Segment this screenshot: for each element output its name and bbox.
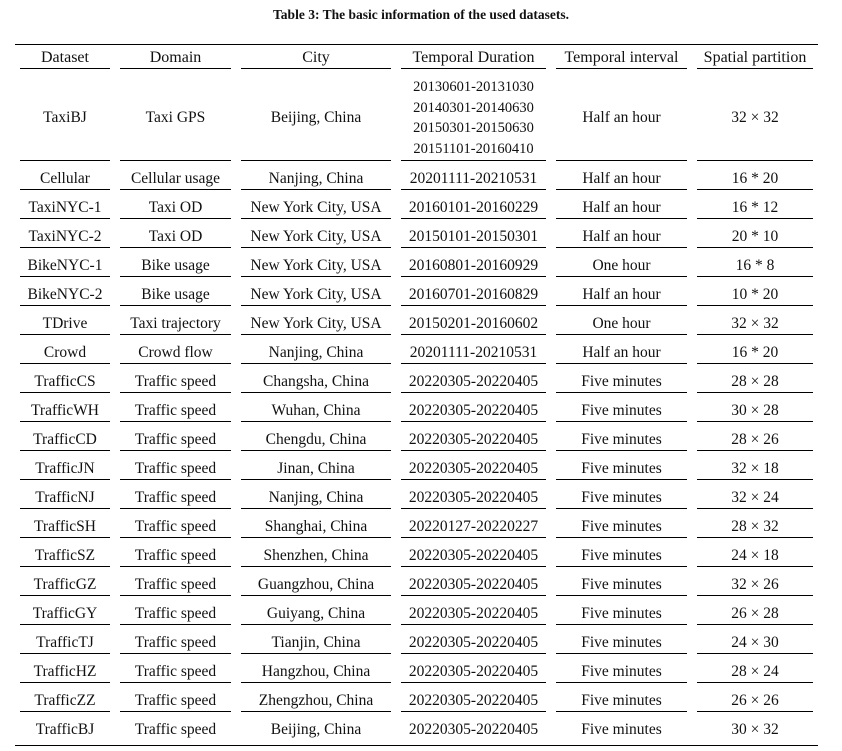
table-row bbox=[15, 368, 818, 397]
cell-city: Shenzhen, China bbox=[236, 542, 396, 571]
duration-line: 20140301-20140630 bbox=[413, 99, 534, 116]
cell-domain: Traffic speed bbox=[115, 629, 236, 658]
cell-city: Zhengzhou, China bbox=[236, 687, 396, 716]
cell-spatial-partition: 32 × 32 bbox=[692, 73, 818, 165]
cell-domain: Traffic speed bbox=[115, 600, 236, 629]
cell-city: Guangzhou, China bbox=[236, 571, 396, 600]
table-row bbox=[15, 252, 818, 281]
cell-spatial-partition: 20 * 10 bbox=[692, 223, 818, 252]
cell-temporal-duration: 20220305-20220405 bbox=[396, 368, 551, 397]
cell-city: New York City, USA bbox=[236, 252, 396, 281]
cell-temporal-duration: 20220305-20220405 bbox=[396, 600, 551, 629]
header-row bbox=[15, 45, 818, 73]
cell-spatial-partition: 32 × 32 bbox=[692, 310, 818, 339]
cell-dataset: TrafficCS bbox=[15, 368, 115, 397]
cell-city: Nanjing, China bbox=[236, 165, 396, 194]
cell-dataset: BikeNYC-2 bbox=[15, 281, 115, 310]
cell-city: Beijing, China bbox=[236, 73, 396, 165]
table-row bbox=[15, 687, 818, 716]
cell-spatial-partition: 32 × 18 bbox=[692, 455, 818, 484]
cell-spatial-partition: 16 * 20 bbox=[692, 165, 818, 194]
cell-spatial-partition: 30 × 28 bbox=[692, 397, 818, 426]
cell-domain: Traffic speed bbox=[115, 687, 236, 716]
cell-temporal-duration: 20220305-20220405 bbox=[396, 658, 551, 687]
cell-city: New York City, USA bbox=[236, 281, 396, 310]
cell-city: New York City, USA bbox=[236, 223, 396, 252]
cell-temporal-duration: 20160101-20160229 bbox=[396, 194, 551, 223]
cell-domain: Taxi OD bbox=[115, 194, 236, 223]
cell-dataset: TrafficCD bbox=[15, 426, 115, 455]
cell-city: Chengdu, China bbox=[236, 426, 396, 455]
cell-dataset: BikeNYC-1 bbox=[15, 252, 115, 281]
cell-domain: Traffic speed bbox=[115, 455, 236, 484]
table-row bbox=[15, 339, 818, 368]
table-row bbox=[15, 629, 818, 658]
cell-city: Tianjin, China bbox=[236, 629, 396, 658]
cell-temporal-duration: 20220305-20220405 bbox=[396, 542, 551, 571]
cell-spatial-partition: 32 × 26 bbox=[692, 571, 818, 600]
cell-domain: Taxi trajectory bbox=[115, 310, 236, 339]
cell-dataset: Cellular bbox=[15, 165, 115, 194]
cell-dataset: TrafficSH bbox=[15, 513, 115, 542]
cell-city: Shanghai, China bbox=[236, 513, 396, 542]
cell-temporal-interval: Five minutes bbox=[551, 484, 692, 513]
cell-domain: Crowd flow bbox=[115, 339, 236, 368]
cell-spatial-partition: 16 * 12 bbox=[692, 194, 818, 223]
cell-domain: Taxi GPS bbox=[115, 73, 236, 165]
table-row bbox=[15, 542, 818, 571]
table-row bbox=[15, 165, 818, 194]
cell-domain: Traffic speed bbox=[115, 513, 236, 542]
table-row bbox=[15, 484, 818, 513]
cell-temporal-interval: Five minutes bbox=[551, 687, 692, 716]
cell-temporal-duration: 20150101-20150301 bbox=[396, 223, 551, 252]
cell-spatial-partition: 24 × 30 bbox=[692, 629, 818, 658]
header-temporal-duration: Temporal Duration bbox=[396, 45, 551, 73]
cell-temporal-interval: Five minutes bbox=[551, 542, 692, 571]
duration-line: 20150301-20150630 bbox=[413, 120, 534, 136]
duration-line: 20151101-20160410 bbox=[413, 140, 534, 157]
cell-temporal-duration: 20201111-20210531 bbox=[396, 165, 551, 194]
cell-city: Changsha, China bbox=[236, 368, 396, 397]
cell-temporal-duration: 20160701-20160829 bbox=[396, 281, 551, 310]
cell-city: Nanjing, China bbox=[236, 339, 396, 368]
duration-line: 20130601-20131030 bbox=[413, 79, 534, 95]
cell-spatial-partition: 26 × 28 bbox=[692, 600, 818, 629]
header-temporal-interval: Temporal interval bbox=[551, 45, 692, 73]
cell-spatial-partition: 10 * 20 bbox=[692, 281, 818, 310]
cell-temporal-interval: One hour bbox=[551, 310, 692, 339]
cell-domain: Traffic speed bbox=[115, 484, 236, 513]
cell-domain: Traffic speed bbox=[115, 397, 236, 426]
cell-domain: Bike usage bbox=[115, 281, 236, 310]
table-row bbox=[15, 571, 818, 600]
cell-dataset: TrafficBJ bbox=[35, 721, 95, 738]
cell-dataset: TaxiNYC-1 bbox=[15, 194, 115, 223]
cell-city: Wuhan, China bbox=[236, 397, 396, 426]
cell-spatial-partition: 28 × 26 bbox=[692, 426, 818, 455]
cell-temporal-interval: Five minutes bbox=[551, 658, 692, 687]
table-row bbox=[15, 455, 818, 484]
header-city: City bbox=[236, 45, 396, 73]
cell-temporal-interval: Five minutes bbox=[581, 721, 662, 738]
cell-spatial-partition: 28 × 24 bbox=[692, 658, 818, 687]
table-body bbox=[15, 73, 818, 745]
cell-dataset: TrafficGZ bbox=[15, 571, 115, 600]
cell-city: New York City, USA bbox=[236, 194, 396, 223]
table-row bbox=[15, 658, 818, 687]
datasets-table bbox=[15, 44, 818, 746]
cell-temporal-interval: Half an hour bbox=[551, 165, 692, 194]
cell-dataset: TrafficJN bbox=[15, 455, 115, 484]
cell-domain: Traffic speed bbox=[115, 368, 236, 397]
cell-spatial-partition: 32 × 24 bbox=[692, 484, 818, 513]
cell-city: Hangzhou, China bbox=[236, 658, 396, 687]
header-spatial-partition: Spatial partition bbox=[692, 45, 818, 73]
table-row bbox=[15, 73, 818, 165]
cell-temporal-duration: 20220305-20220405 bbox=[396, 426, 551, 455]
cell-temporal-interval: Five minutes bbox=[551, 455, 692, 484]
cell-dataset: TrafficNJ bbox=[15, 484, 115, 513]
cell-temporal-duration: 20220305-20220405 bbox=[396, 571, 551, 600]
table-row bbox=[15, 426, 818, 455]
cell-dataset: TrafficHZ bbox=[15, 658, 115, 687]
table-row bbox=[15, 716, 818, 745]
cell-temporal-duration: 20220127-20220227 bbox=[396, 513, 551, 542]
cell-temporal-interval: Half an hour bbox=[551, 73, 692, 165]
cell-temporal-interval: Five minutes bbox=[551, 571, 692, 600]
cell-temporal-duration: 20220305-20220405 bbox=[396, 629, 551, 658]
cell-city: Jinan, China bbox=[236, 455, 396, 484]
cell-domain: Bike usage bbox=[115, 252, 236, 281]
cell-spatial-partition: 28 × 28 bbox=[692, 368, 818, 397]
cell-spatial-partition: 30 × 32 bbox=[731, 721, 779, 738]
cell-city: Nanjing, China bbox=[236, 484, 396, 513]
cell-dataset: TrafficSZ bbox=[15, 542, 115, 571]
table-row bbox=[15, 223, 818, 252]
cell-temporal-interval: Five minutes bbox=[551, 426, 692, 455]
table-row bbox=[15, 397, 818, 426]
cell-domain: Traffic speed bbox=[115, 542, 236, 571]
cell-temporal-duration bbox=[396, 73, 551, 165]
cell-spatial-partition: 24 × 18 bbox=[692, 542, 818, 571]
cell-dataset: TDrive bbox=[15, 310, 115, 339]
table-row bbox=[15, 281, 818, 310]
table-row bbox=[15, 310, 818, 339]
cell-spatial-partition: 26 × 26 bbox=[692, 687, 818, 716]
cell-dataset: TrafficWH bbox=[15, 397, 115, 426]
cell-spatial-partition: 16 * 8 bbox=[692, 252, 818, 281]
cell-spatial-partition: 28 × 32 bbox=[692, 513, 818, 542]
cell-city: Guiyang, China bbox=[236, 600, 396, 629]
cell-temporal-interval: Half an hour bbox=[551, 223, 692, 252]
table-caption: Table 3: The basic information of the used datasets. bbox=[273, 7, 569, 22]
cell-dataset: TrafficZZ bbox=[15, 687, 115, 716]
cell-temporal-interval: Half an hour bbox=[551, 281, 692, 310]
cell-city: New York City, USA bbox=[236, 310, 396, 339]
cell-temporal-duration: 20201111-20210531 bbox=[396, 339, 551, 368]
cell-domain: Traffic speed bbox=[115, 571, 236, 600]
cell-temporal-interval: Five minutes bbox=[551, 513, 692, 542]
cell-temporal-duration: 20220305-20220405 bbox=[396, 687, 551, 716]
cell-temporal-interval: Five minutes bbox=[551, 600, 692, 629]
cell-temporal-duration: 20220305-20220405 bbox=[396, 484, 551, 513]
cell-dataset: TaxiNYC-2 bbox=[15, 223, 115, 252]
cell-domain: Traffic speed bbox=[115, 426, 236, 455]
cell-temporal-interval: Five minutes bbox=[551, 629, 692, 658]
table-row bbox=[15, 600, 818, 629]
table-row bbox=[15, 513, 818, 542]
cell-dataset: TrafficTJ bbox=[15, 629, 115, 658]
cell-temporal-interval: Half an hour bbox=[551, 339, 692, 368]
header-domain: Domain bbox=[115, 45, 236, 73]
cell-temporal-interval: Five minutes bbox=[551, 368, 692, 397]
cell-temporal-duration: 20160801-20160929 bbox=[396, 252, 551, 281]
cell-temporal-interval: One hour bbox=[551, 252, 692, 281]
cell-temporal-duration: 20220305-20220405 bbox=[396, 397, 551, 426]
cell-domain: Traffic speed bbox=[115, 658, 236, 687]
cell-domain: Cellular usage bbox=[115, 165, 236, 194]
cell-dataset: TaxiBJ bbox=[15, 73, 115, 165]
cell-temporal-duration: 20150201-20160602 bbox=[396, 310, 551, 339]
cell-domain: Taxi OD bbox=[115, 223, 236, 252]
cell-temporal-interval: Five minutes bbox=[551, 397, 692, 426]
cell-dataset: Crowd bbox=[15, 339, 115, 368]
cell-temporal-interval: Half an hour bbox=[551, 194, 692, 223]
cell-city: Beijing, China bbox=[270, 721, 362, 738]
cell-temporal-duration: 20220305-20220405 bbox=[396, 455, 551, 484]
header-dataset: Dataset bbox=[15, 45, 115, 73]
cell-dataset: TrafficGY bbox=[15, 600, 115, 629]
table-row bbox=[15, 194, 818, 223]
cell-temporal-duration: 20220305-20220405 bbox=[408, 721, 539, 738]
cell-spatial-partition: 16 * 20 bbox=[692, 339, 818, 368]
cell-domain: Traffic speed bbox=[134, 721, 217, 738]
